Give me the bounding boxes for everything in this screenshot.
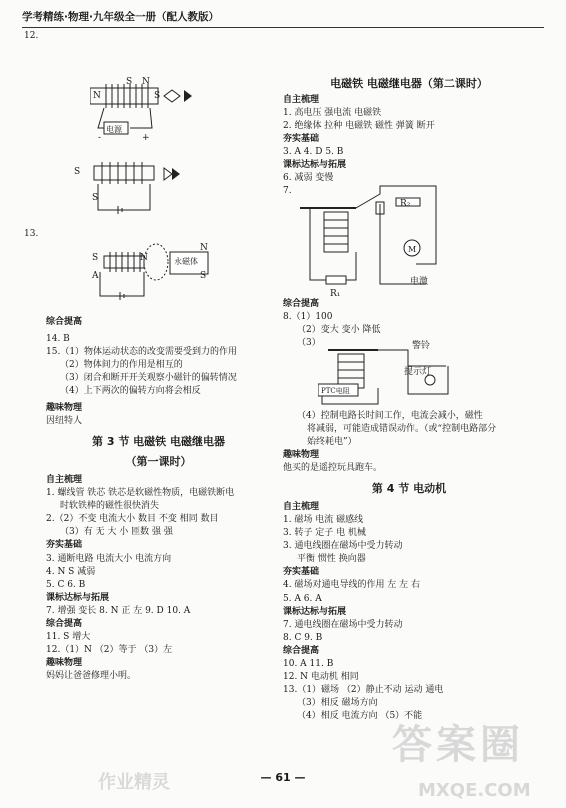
left-line-17: 妈妈让爸爸修理小明。 — [46, 670, 137, 681]
right-line-19: 7. 通电线圈在磁场中受力转动 — [283, 619, 403, 630]
right-heading-6: 自主梳理 — [283, 502, 320, 513]
right-heading-5: 趣味物理 — [283, 450, 320, 461]
left-line-13: 5. C 6. B — [46, 579, 86, 590]
left-line-1: 14. B — [46, 334, 70, 345]
left-line-2: 15.（1）物体运动状态的改变需要受到力的作用 — [46, 347, 238, 358]
right-line-18: 5. A 6. A — [283, 593, 322, 604]
right-line-25: （4）相反 电流方向 （5）不能 — [297, 710, 423, 721]
right-line-9: （4）控制电路长时间工作，电流会减小，磁性 — [297, 411, 483, 421]
right-heading-1: 自主梳理 — [283, 94, 320, 105]
section-title-lesson2: 电磁铁 电磁继电器（第二课时） — [330, 77, 488, 90]
right-line-1: 1. 高电压 强电流 电磁铁 — [283, 107, 382, 118]
q13-label-s: S — [92, 253, 99, 263]
header-rule — [22, 27, 544, 28]
q13-label-s2: S — [200, 271, 207, 281]
q12-plus: + — [142, 133, 150, 143]
q12-number: 12. — [24, 31, 39, 41]
right-line-14: 3. 转子 定子 电 机械 — [283, 528, 367, 539]
left-line-4: （3）闭合和断开开关观察小磁针的偏转情况 — [60, 373, 237, 384]
left-line-5: （4）上下两次的偏转方向将会相反 — [60, 386, 201, 397]
q12-label-s3: S — [92, 193, 99, 203]
left-line-15: 11. S 增大 — [46, 631, 91, 642]
left-line-7: 1. 螺线管 铁芯 铁芯是软磁性物质，电磁铁断电 — [46, 488, 235, 499]
left-heading-5: 课标达标与拓展 — [46, 592, 110, 603]
q13-number: 13. — [24, 229, 39, 239]
q13-magnet-label: 永磁体 — [174, 257, 198, 266]
right-column-mid — [283, 298, 535, 350]
q13-label-n2: N — [200, 243, 208, 253]
right-line-22: 12. N 电动机 相同 — [283, 671, 359, 682]
q12-label-s2: S — [154, 91, 161, 101]
right-line-2: 2. 绝缘体 拉种 电磁铁 磁性 弹簧 断开 — [283, 121, 435, 132]
right-line-17: 4. 磁场对通电导线的作用 左 左 右 — [283, 580, 421, 591]
right-column-bottom — [283, 410, 535, 723]
page-number: — 61 — — [260, 771, 306, 784]
q8-ptc-label: PTC电阻 — [321, 387, 350, 395]
q12-label-n2: N — [93, 91, 101, 101]
left-line-9: 2.（2）不变 电流大小 数目 不变 相同 数目 — [46, 514, 219, 525]
left-line-16: 12.（1）N （2）等于 （3）左 — [46, 644, 173, 655]
q7-label-heater: 电激 — [410, 277, 429, 287]
section-4-title: 第 4 节 电动机 — [371, 482, 447, 496]
watermark-logo: 答案圈 — [392, 722, 524, 768]
left-answers — [46, 316, 271, 683]
watermark-url: MXQE.COM — [418, 780, 531, 801]
q7-label-m: M — [408, 245, 417, 254]
watermark-text: 作业精灵 — [98, 772, 170, 793]
section-3-title: 第 3 节 电磁铁 电磁继电器 — [92, 435, 225, 449]
left-line-11: 3. 通断电路 电流大小 电流方向 — [46, 553, 172, 564]
page-header: 学考精练·物理·九年级全一册（配人教版） — [22, 11, 219, 23]
left-line-3: （2）物体间力的作用是相互的 — [60, 360, 183, 371]
left-heading-7: 趣味物理 — [46, 657, 83, 668]
right-line-15: 3. 通电线圈在磁场中受力转动 — [283, 541, 403, 552]
q12-label-n1: N — [142, 77, 150, 87]
q12-circuit-figure — [90, 158, 200, 214]
left-heading-3: 自主梳理 — [46, 475, 83, 486]
right-heading-3: 课标达标与拓展 — [283, 160, 347, 171]
q12-label-s1: S — [126, 77, 133, 87]
right-line-21: 10. A 11. B — [283, 658, 334, 669]
q12-power-label: 电源 — [106, 125, 122, 134]
right-line-20: 8. C 9. B — [283, 632, 323, 643]
left-line-6: 因纽特人 — [46, 416, 83, 427]
right-line-8: （3） — [297, 338, 321, 349]
q8-alarm-circuit-figure — [318, 344, 458, 408]
q13-label-n: N — [140, 253, 148, 263]
right-heading-8: 课标达标与拓展 — [283, 606, 347, 617]
right-column-top — [283, 76, 535, 198]
right-line-12: 他买的是遥控玩具跑车。 — [283, 463, 383, 474]
right-line-16: 平衡 惯性 换向器 — [297, 554, 366, 565]
section-3-subtitle: （第一课时） — [125, 455, 192, 469]
q7-label-r2: R₂ — [400, 199, 411, 209]
left-line-10: （3）有 无 大 小 匝数 强 强 — [60, 527, 173, 538]
right-line-6: 8.（1）100 — [283, 312, 333, 323]
right-line-4: 6. 减弱 变慢 — [283, 173, 334, 184]
right-line-11: 始终耗电”） — [307, 437, 357, 448]
q8-lamp-label: 提示灯 — [404, 367, 432, 377]
left-column — [24, 30, 271, 43]
right-line-10: 将减弱，可能造成错误动作。（或“控制电路部分 — [307, 424, 497, 435]
right-line-7: （2）变大 变小 降低 — [297, 325, 381, 336]
right-heading-7: 夯实基础 — [283, 567, 320, 578]
q8-alarm-label: 警铃 — [412, 341, 431, 351]
left-heading-4: 夯实基础 — [46, 540, 83, 551]
q7-label-r1: R₁ — [330, 289, 341, 299]
right-line-5: 7. — [283, 186, 292, 197]
right-line-23: 13.（1）磁场 （2）静止不动 运动 通电 — [283, 684, 444, 695]
right-line-13: 1. 磁场 电流 磁感线 — [283, 515, 364, 526]
left-line-8: 时软铁棒的磁性很快消失 — [60, 501, 160, 512]
right-heading-4: 综合提高 — [283, 299, 320, 309]
left-heading-2: 趣味物理 — [46, 403, 83, 414]
right-line-24: （3）相反 磁场方向 — [297, 697, 378, 708]
right-heading-2: 夯实基础 — [283, 134, 320, 145]
left-line-12: 4. N S 减弱 — [46, 566, 96, 577]
left-line-14: 7. 增强 变长 8. N 正 左 9. D 10. A — [46, 605, 191, 616]
right-heading-9: 综合提高 — [283, 645, 320, 656]
right-line-3: 3. A 4. D 5. B — [283, 147, 344, 158]
left-heading-1: 综合提高 — [46, 317, 83, 327]
q12-minus: - — [98, 133, 102, 143]
q12-label-s4: S — [74, 167, 81, 177]
left-heading-6: 综合提高 — [46, 618, 83, 629]
q13-label-a: A — [92, 271, 99, 281]
